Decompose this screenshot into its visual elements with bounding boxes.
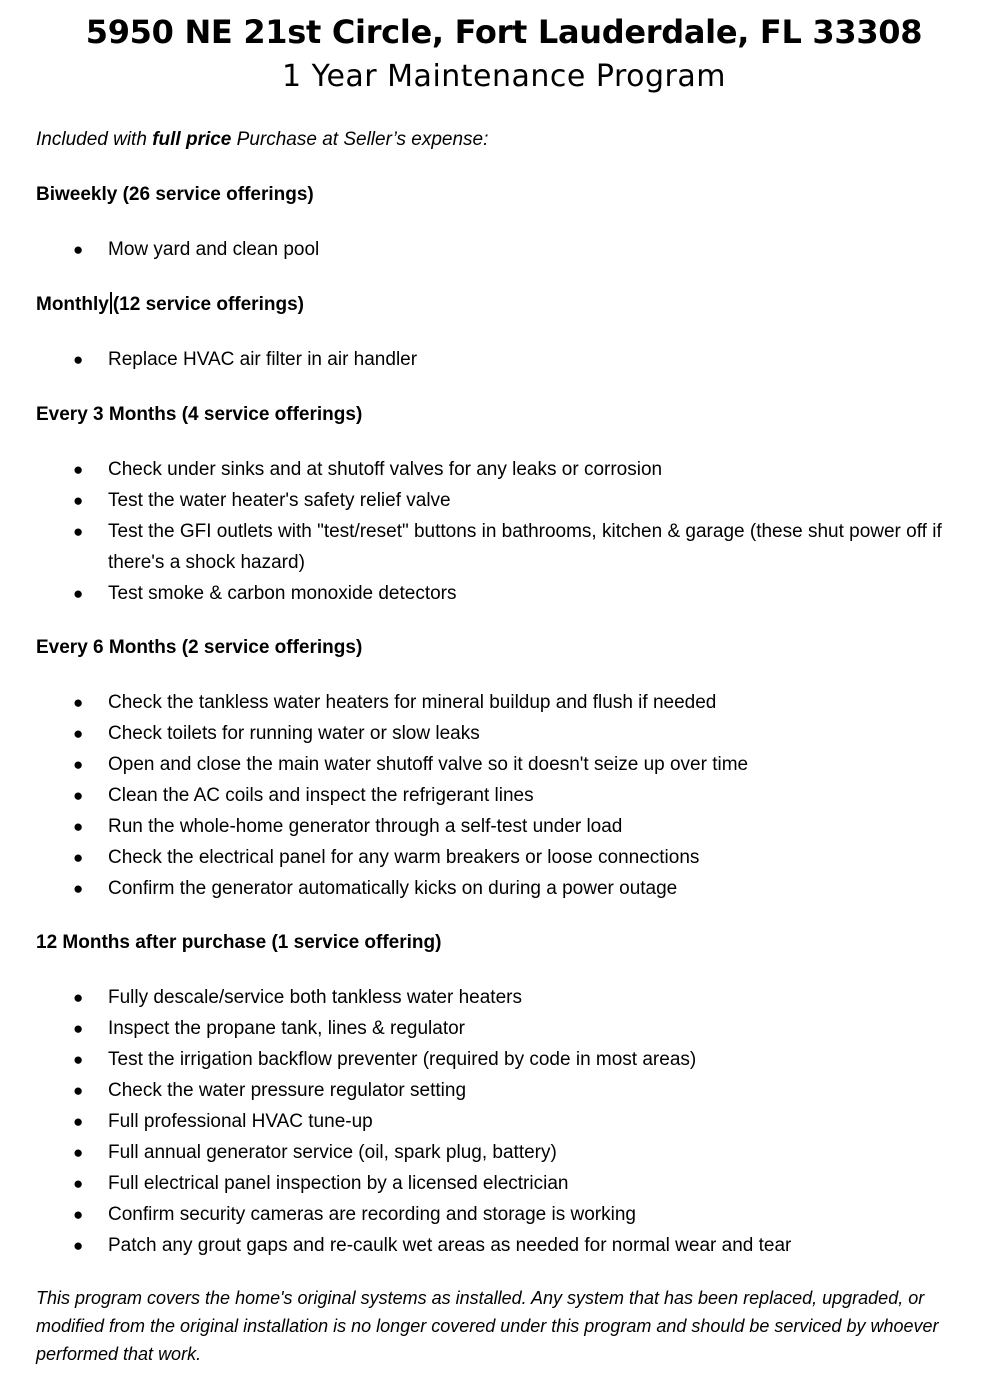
bullet-icon: ● (73, 848, 84, 867)
list-item (0, 873, 982, 904)
list-item-text: Full professional HVAC tune-up (108, 1111, 373, 1132)
list-item-text: Open and close the main water shutoff valve so it doesn't seize up over time (108, 754, 749, 775)
list-item-text: Check under sinks and at shutoff valves for any leaks or corrosion (108, 459, 663, 480)
bullet-icon: ● (73, 1050, 84, 1069)
bullet-icon: ● (73, 988, 84, 1007)
bullet-icon: ● (73, 1019, 84, 1038)
section-list-monthly (0, 344, 982, 375)
list-item-text: Check toilets for running water or slow leaks (108, 723, 480, 744)
section-heading-12-months: 12 Months after purchase (1 service offering) (36, 932, 442, 953)
list-item-text: Mow yard and clean pool (108, 239, 320, 260)
section-heading-monthly-count: (12 service offerings) (112, 294, 304, 315)
list-item-text: Confirm security cameras are recording and storage is working (108, 1204, 636, 1225)
section-heading-monthly-text: Monthly (36, 294, 109, 315)
list-item (0, 516, 982, 578)
list-item-text: Patch any grout gaps and re-caulk wet areas as needed for normal wear and tear (108, 1235, 792, 1256)
list-item-text: Full annual generator service (oil, spark plug, battery) (108, 1142, 557, 1163)
intro-prefix: Included with (36, 129, 153, 150)
list-item-text: Inspect the propane tank, lines & regulator (108, 1018, 466, 1039)
section-heading-biweekly: Biweekly (26 service offerings) (36, 184, 314, 205)
intro-suffix: Purchase at Seller’s expense: (231, 129, 489, 150)
list-item (0, 811, 982, 842)
list-item-text: Run the whole-home generator through a self-test under load (108, 816, 623, 837)
section-list-every-6-months (0, 687, 982, 904)
bullet-icon: ● (73, 350, 84, 369)
list-item (0, 1044, 982, 1075)
list-item (0, 718, 982, 749)
list-item (0, 485, 982, 516)
bullet-icon: ● (73, 817, 84, 836)
bullet-icon: ● (73, 693, 84, 712)
bullet-icon: ● (73, 755, 84, 774)
list-item (0, 780, 982, 811)
list-item-text: Clean the AC coils and inspect the refrigerant lines (108, 785, 534, 806)
document-title: 5950 NE 21st Circle, Fort Lauderdale, FL 33308 (85, 13, 923, 51)
bullet-icon: ● (73, 1112, 84, 1131)
bullet-icon: ● (73, 724, 84, 743)
bullet-icon: ● (73, 1143, 84, 1162)
list-item-text: Test the irrigation backflow preventer (required by code in most areas) (108, 1049, 697, 1070)
bullet-icon: ● (73, 1205, 84, 1224)
section-heading-monthly (36, 291, 304, 319)
bullet-icon: ● (73, 584, 84, 603)
bullet-icon: ● (73, 1081, 84, 1100)
section-list-12-months (0, 982, 982, 1261)
list-item (0, 234, 982, 265)
bullet-icon: ● (73, 491, 84, 510)
bullet-icon: ● (73, 240, 84, 259)
list-item-text: Replace HVAC air filter in air handler (108, 349, 418, 370)
list-item-text: Check the water pressure regulator setting (108, 1080, 467, 1101)
list-item-text: Check the tankless water heaters for mineral buildup and flush if needed (108, 692, 717, 713)
intro-line (36, 126, 488, 154)
text-cursor (110, 292, 112, 314)
bullet-icon: ● (73, 460, 84, 479)
section-heading-every-6-months: Every 6 Months (2 service offerings) (36, 637, 363, 658)
section-list-biweekly (0, 234, 982, 265)
list-item-text: Test the water heater's safety relief valve (108, 490, 451, 511)
list-item-text: Test smoke & carbon monoxide detectors (108, 583, 457, 604)
list-item-text: Fully descale/service both tankless water heaters (108, 987, 522, 1008)
list-item (0, 1199, 982, 1230)
bullet-icon: ● (73, 1236, 84, 1255)
list-item (0, 687, 982, 718)
section-heading-every-3-months: Every 3 Months (4 service offerings) (36, 404, 363, 425)
list-item-text: Confirm the generator automatically kicks on during a power outage (108, 878, 678, 899)
footer-note: This program covers the home's original systems as installed. Any system that has been replaced, upgraded, or modified from the original installation is no longer covered under this program and should be serviced by whoever performed that work. (36, 1288, 939, 1364)
list-item (0, 1013, 982, 1044)
list-item (0, 749, 982, 780)
list-item (0, 1106, 982, 1137)
list-item (0, 1137, 982, 1168)
list-item (0, 1075, 982, 1106)
list-item-text: Test the GFI outlets with "test/reset" buttons in bathrooms, kitchen & garage (these shut power off if there's a shock hazard) (108, 521, 942, 573)
intro-emphasis: full price (152, 129, 232, 150)
list-item (0, 454, 982, 485)
list-item (0, 344, 982, 375)
bullet-icon: ● (73, 522, 84, 541)
bullet-icon: ● (73, 879, 84, 898)
list-item (0, 578, 982, 609)
bullet-icon: ● (73, 786, 84, 805)
list-item-text: Check the electrical panel for any warm breakers or loose connections (108, 847, 700, 868)
section-list-every-3-months (0, 454, 982, 609)
list-item (0, 1168, 982, 1199)
bullet-icon: ● (73, 1174, 84, 1193)
list-item (0, 842, 982, 873)
document-subtitle: 1 Year Maintenance Program (282, 59, 726, 94)
list-item (0, 1230, 982, 1261)
list-item-text: Full electrical panel inspection by a licensed electrician (108, 1173, 569, 1194)
list-item (0, 982, 982, 1013)
